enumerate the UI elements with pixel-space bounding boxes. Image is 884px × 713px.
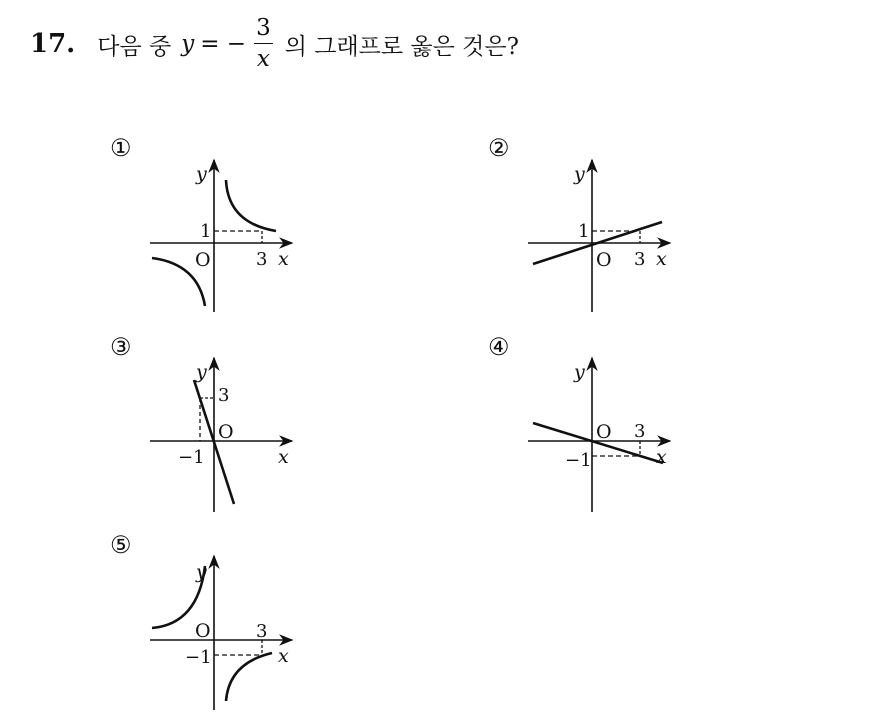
choice-2-graph[interactable]	[528, 160, 670, 312]
choice-1-curve-q1	[226, 180, 276, 231]
choice-4-tick-3: 3	[634, 421, 646, 442]
choice-5-marker[interactable]: ⑤	[110, 531, 132, 559]
choice-1-x-label: x	[278, 248, 289, 270]
choice-2-origin: O	[596, 249, 612, 271]
choice-5-x-label: x	[278, 645, 289, 667]
choice-3-origin: O	[218, 421, 234, 443]
equation-y: y	[181, 31, 195, 57]
choice-5-tick-neg1: −1	[185, 647, 212, 668]
question-prefix: 다음 중	[97, 33, 172, 60]
choice-2-tick-1: 1	[578, 221, 590, 242]
choice-1-tick-1: 1	[200, 221, 212, 242]
choice-2-x-label: x	[656, 248, 667, 270]
choice-4-tick-neg1: −1	[565, 450, 592, 471]
equation-equals-minus: = −	[200, 31, 247, 57]
choice-5-tick-3: 3	[256, 621, 268, 642]
choice-3-tick-neg1: −1	[178, 447, 205, 468]
choice-5-curve-q4	[226, 653, 272, 701]
choice-4-graph[interactable]	[528, 358, 670, 512]
choice-3-tick-3: 3	[218, 385, 230, 406]
fraction-numerator: 3	[254, 17, 273, 44]
choice-4-y-label: y	[574, 361, 585, 383]
choice-3-x-label: x	[278, 446, 289, 468]
choice-1-y-label: y	[196, 163, 207, 185]
question-suffix: 의 그래프로 옳은 것은?	[284, 33, 519, 60]
choice-1-tick-3: 3	[256, 249, 268, 270]
choice-5-graph[interactable]	[150, 556, 292, 710]
question-number: 17.	[30, 29, 76, 59]
choice-2-y-label: y	[574, 163, 585, 185]
choice-3-marker[interactable]: ③	[110, 333, 132, 361]
choice-5-origin: O	[195, 620, 211, 642]
choice-2-marker[interactable]: ②	[488, 134, 510, 162]
choice-1-graph[interactable]	[150, 160, 292, 312]
choice-4-marker[interactable]: ④	[488, 333, 510, 361]
choice-4-origin: O	[596, 421, 612, 443]
choice-1-marker[interactable]: ①	[110, 134, 132, 162]
fraction-denominator: x	[256, 46, 270, 72]
choice-3-y-label: y	[196, 361, 207, 383]
choice-3-graph[interactable]	[150, 358, 292, 512]
choice-2-tick-3: 3	[634, 249, 646, 270]
choice-4-x-label: x	[656, 446, 667, 468]
choice-5-y-label: y	[196, 561, 207, 583]
choice-1-origin: O	[195, 249, 211, 271]
